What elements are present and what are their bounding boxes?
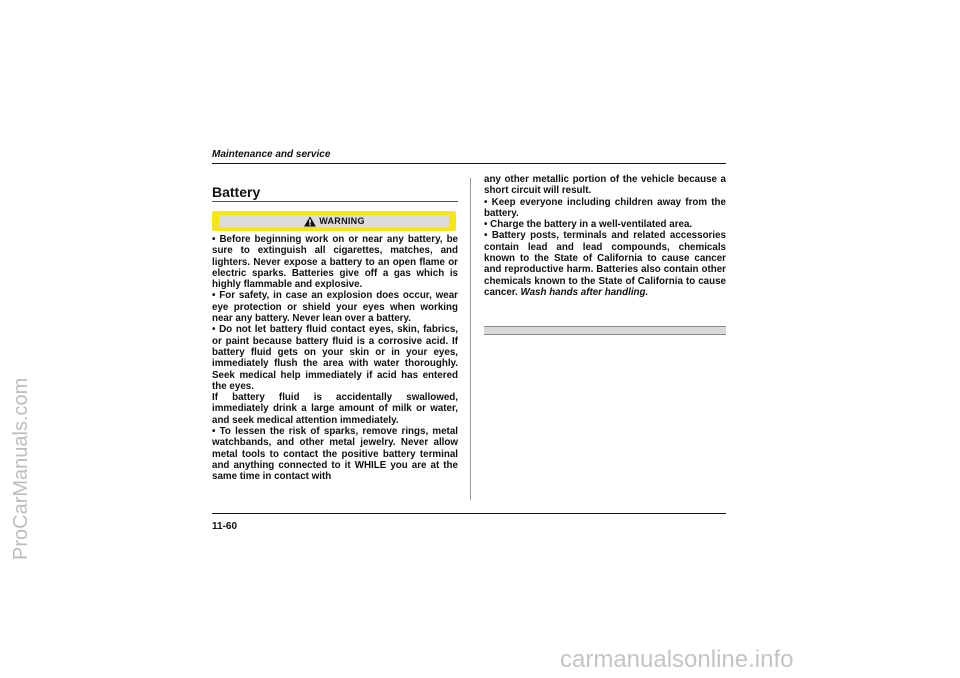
- paragraph: • Do not let battery fluid contact eyes, skin, fabrics, or paint because battery fluid is a corrosive acid. If battery fluid gets on your skin or in your eyes, immediately flush the area with water thoroughly. Seek medical help immediately if acid has entered the eyes.: [212, 324, 458, 392]
- paragraph: • To lessen the risk of sparks, remove rings, metal watchbands, and other metal jewelry. Never allow metal tools to contact the positive battery terminal and anything connected to it WHILE you are at the same time in contact with: [212, 426, 458, 483]
- footer-rule: [212, 513, 726, 514]
- paragraph-text: • Battery posts, terminals and related accessories contain lead and lead compounds, chemicals known to the State of California to cause cancer and reproductive harm. Batteries also contain other chemicals known to the State of California to cause cancer.: [484, 230, 726, 298]
- paragraph: [484, 230, 726, 298]
- paragraph: • Keep everyone including children away from the battery.: [484, 196, 726, 219]
- warning-end-rule: [484, 326, 726, 335]
- section-label: Maintenance and service: [212, 149, 331, 160]
- header-rule: [212, 163, 726, 164]
- warning-triangle-icon: [303, 216, 317, 227]
- warning-label: WARNING: [319, 216, 365, 226]
- warning-banner-inner: [219, 215, 449, 227]
- emphasis-text: Wash hands after handling.: [520, 286, 649, 298]
- column-divider: [470, 178, 471, 500]
- left-column: [212, 234, 458, 483]
- paragraph: any other metallic portion of the vehicle because a short circuit will result.: [484, 174, 726, 197]
- page-title: Battery: [212, 184, 261, 200]
- right-column: [484, 174, 726, 298]
- paragraph: • For safety, in case an explosion does occur, wear eye protection or shield your eyes when working near any battery. Never lean over a battery.: [212, 290, 458, 325]
- side-watermark: ProCarManuals.com: [10, 377, 32, 560]
- paragraph: If battery fluid is accidentally swallowed, immediately drink a large amount of milk or water, and seek medical attention immediately.: [212, 392, 458, 426]
- footer-watermark: carmanualsonline.info: [560, 646, 794, 673]
- paragraph: • Charge the battery in a well-ventilated area.: [484, 219, 693, 231]
- page-number: 11-60: [212, 521, 238, 532]
- title-rule: [212, 201, 458, 202]
- paragraph: • Before beginning work on or near any battery, be sure to extinguish all cigarettes, matches, and lighters. Never expose a battery to an open flame or electric sparks. Batteries give off a gas which is highly flammable and explosive.: [212, 234, 458, 291]
- warning-banner: [212, 211, 456, 231]
